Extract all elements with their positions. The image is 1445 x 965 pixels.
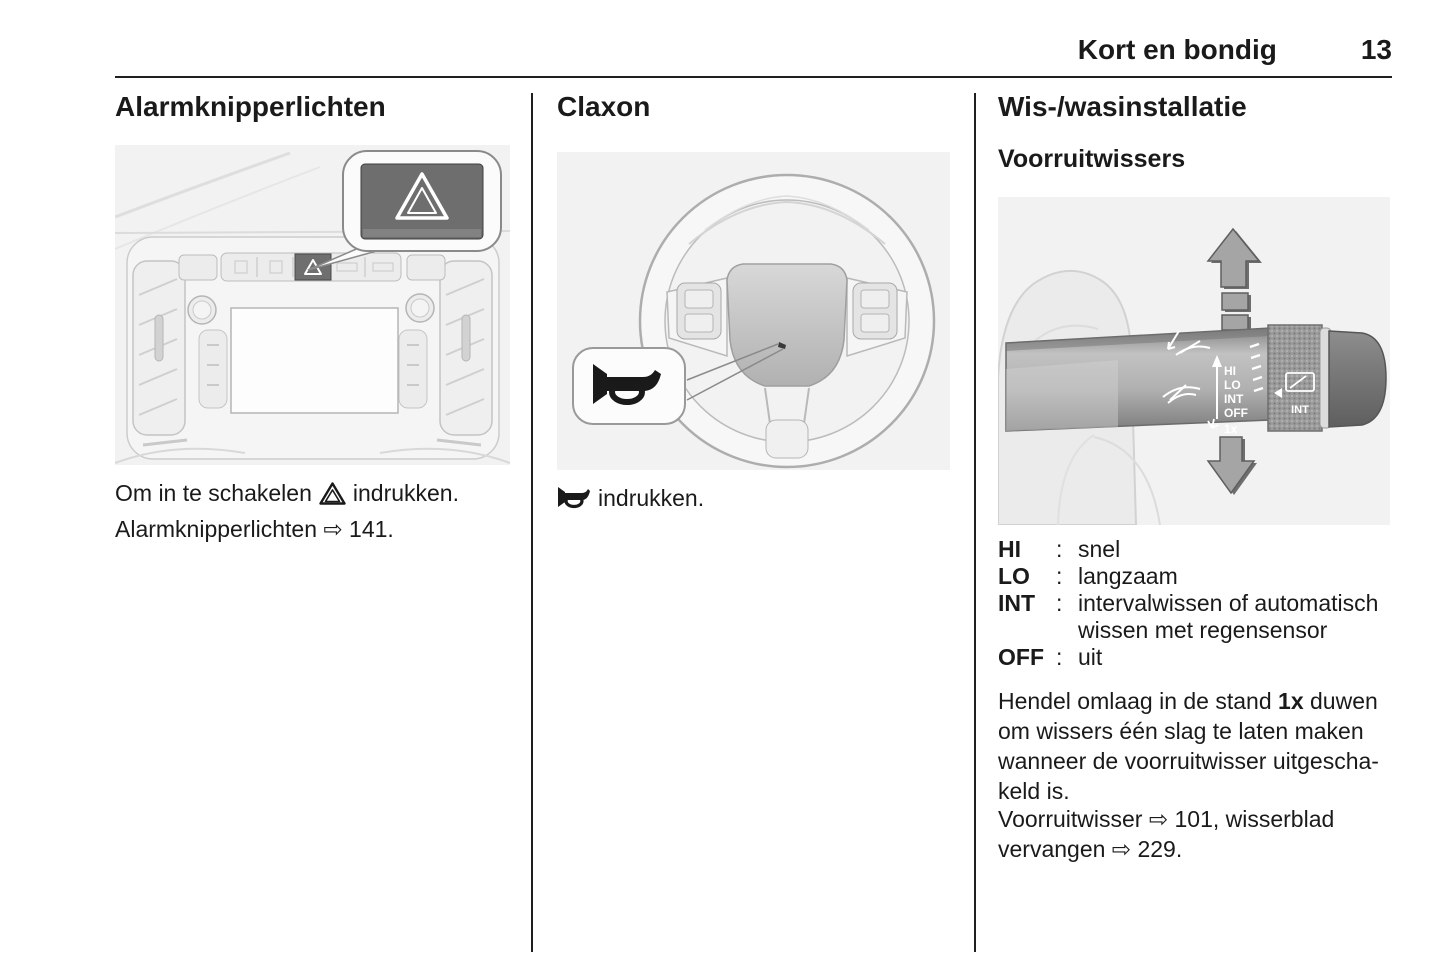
wiper-stalk-illustration xyxy=(998,197,1390,525)
paragraph-line: wanneer de voorruitwisser uitgescha- xyxy=(998,748,1379,774)
paragraph-line: keld is. xyxy=(998,778,1070,804)
reference-line: vervangen ⇨ 229. xyxy=(998,836,1183,862)
wiper-position-code: HI xyxy=(998,536,1021,562)
wiper-position-desc: snel xyxy=(1078,536,1121,562)
wiper-stalk-figure xyxy=(998,197,1390,525)
hazard-lights-figure xyxy=(115,145,510,465)
wiper-position-code: INT xyxy=(998,590,1036,616)
paragraph-line: om wissers één slag te laten maken xyxy=(998,718,1364,744)
wiper-position-desc: uit xyxy=(1078,644,1103,670)
ring-label-int: INT xyxy=(1291,404,1309,416)
stalk-label-1x: 1x xyxy=(1224,422,1238,436)
hazard-instruction-before: Om in te schakelen xyxy=(115,480,312,506)
reference-line: Voorruitwisser ⇨ 101, wisserblad xyxy=(998,806,1335,832)
infotainment-screen xyxy=(231,308,398,413)
page-header xyxy=(115,34,1392,66)
paragraph-line: Hendel omlaag in de stand 1x duwen xyxy=(998,688,1378,714)
console-button xyxy=(407,255,445,280)
section-title-wipers: Wis-/wasinstallatie xyxy=(998,91,1247,122)
stalk-label-int: INT xyxy=(1224,392,1244,406)
wiper-position-code: LO xyxy=(998,563,1030,589)
wiper-position-colon: : xyxy=(1056,563,1063,589)
screen-side-buttons-right xyxy=(399,330,427,408)
left-air-vent xyxy=(133,261,185,435)
hazard-triangle-icon xyxy=(319,482,346,505)
wiper-position-row xyxy=(998,563,1392,590)
wiper-position-colon: : xyxy=(1056,644,1063,670)
rear-wiper-ring xyxy=(1268,325,1322,431)
airbag-pad xyxy=(727,264,847,386)
hazard-instruction-line xyxy=(115,478,459,508)
dashboard-illustration xyxy=(115,145,510,465)
column-divider-2 xyxy=(974,93,976,952)
wiper-position-colon: : xyxy=(1056,590,1063,616)
screen-side-buttons-left xyxy=(199,330,227,408)
horn-instruction-text: indrukken. xyxy=(598,485,705,511)
wiper-position-code: OFF xyxy=(998,644,1044,670)
stalk-end-cap xyxy=(1329,331,1386,427)
horn-icon-inline xyxy=(557,486,591,510)
wiper-position-colon: : xyxy=(1056,536,1063,562)
steering-wheel-illustration xyxy=(557,152,950,470)
stalk-label-off: OFF xyxy=(1224,406,1248,420)
wiper-paragraph xyxy=(998,686,1398,806)
right-air-vent xyxy=(440,261,492,435)
header-rule xyxy=(115,76,1392,78)
stalk-label-hi: HI xyxy=(1224,364,1236,378)
hazard-button xyxy=(295,254,331,280)
wiper-reference xyxy=(998,804,1398,864)
wiper-position-row xyxy=(998,644,1392,671)
hazard-reference: Alarmknipperlichten ⇨ 141. xyxy=(115,516,394,542)
section-title-horn: Claxon xyxy=(557,91,651,122)
up-arrow-segment-2 xyxy=(1222,315,1248,330)
console-button xyxy=(179,255,217,280)
bottom-spoke xyxy=(766,420,808,458)
hazard-callout-bubble xyxy=(343,151,501,251)
stalk-label-lo: LO xyxy=(1224,378,1241,392)
page-header-title: Kort en bondig xyxy=(1077,34,1277,65)
wiper-positions xyxy=(998,536,1392,671)
wiper-position-desc: intervalwissen of automatisch wissen met regensensor xyxy=(1078,590,1379,643)
horn-figure xyxy=(557,152,950,470)
up-arrow-segment-1 xyxy=(1222,293,1248,310)
wiper-position-row xyxy=(998,590,1392,644)
horn-instruction-line xyxy=(557,483,704,513)
horn-callout-bubble xyxy=(573,348,685,424)
page-number: 13 xyxy=(1360,34,1392,65)
wiper-position-row xyxy=(998,536,1392,563)
hazard-instruction-after: indrukken. xyxy=(352,480,459,506)
section-title-hazard-lights: Alarmknipperlichten xyxy=(115,91,386,122)
subsection-title-front-wipers: Voorruitwissers xyxy=(998,145,1186,173)
column-divider-1 xyxy=(531,93,533,952)
wiper-position-desc: langzaam xyxy=(1078,563,1178,589)
